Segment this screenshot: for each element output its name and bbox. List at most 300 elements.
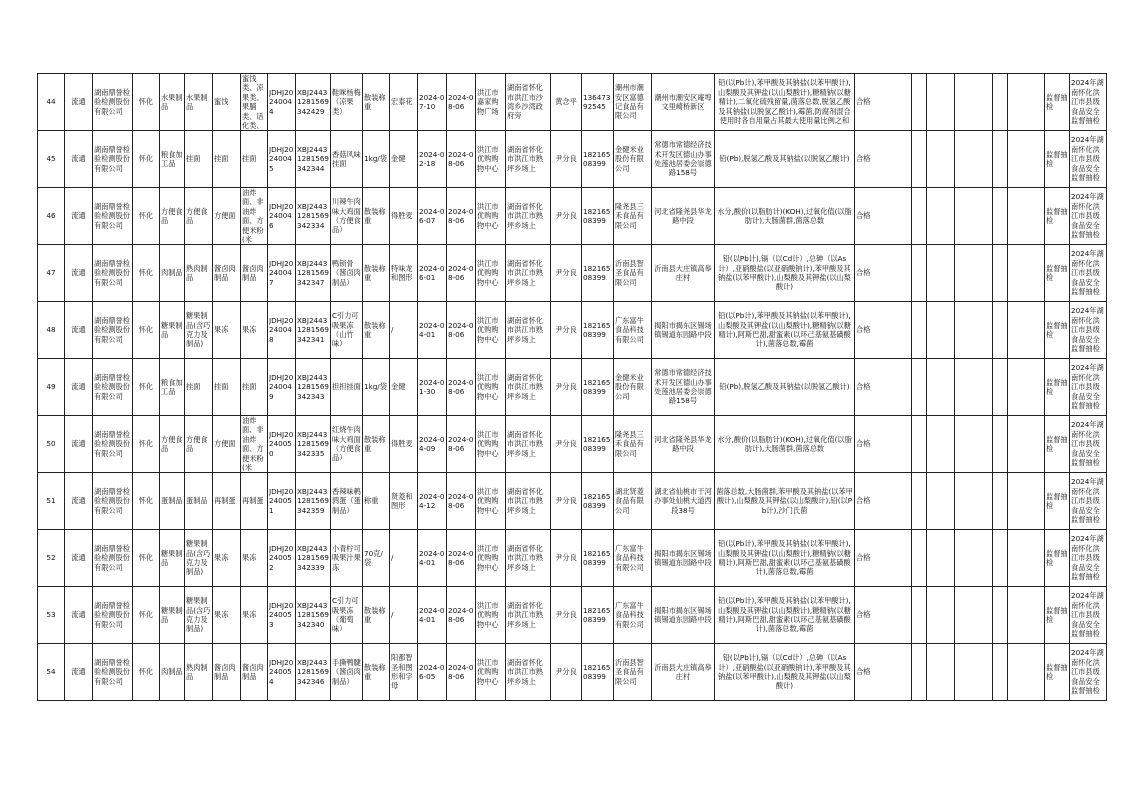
empty-cell <box>927 473 955 530</box>
task-number: JDHJ20240049 <box>268 359 296 416</box>
product-name: C引力可吸果冻（葡萄味） <box>331 587 363 644</box>
empty-cell <box>912 74 927 131</box>
category-level-4: 果冻 <box>241 302 268 359</box>
category-level-4: 油炸面、非油炸面、方便米粉(米 <box>241 416 268 473</box>
result-cell: 合格 <box>855 644 912 701</box>
manufacturer-address: 湖北省仙桃市干河办事处仙桃大道西段38号 <box>652 473 715 530</box>
category-level-1: 粮食加工品 <box>160 131 185 188</box>
area-cell: 怀化 <box>133 188 160 245</box>
manufacturer-name: 金健米业股份有限公司 <box>614 359 652 416</box>
empty-cell <box>993 530 1008 587</box>
link-cell: 流通 <box>65 188 93 245</box>
inspection-org: 湖南鼎誉检验检测股份有限公司 <box>93 245 133 302</box>
empty-cell <box>955 473 993 530</box>
category-level-3: 挂面 <box>213 131 241 188</box>
category-level-2: 挂面 <box>185 359 213 416</box>
row-number: 46 <box>38 188 65 245</box>
category-level-1: 粮食加工品 <box>160 359 185 416</box>
task-source: 2024年湖南怀化洪江市县级食品安全监督抽检 <box>1070 359 1107 416</box>
area-cell: 怀化 <box>133 416 160 473</box>
contact-phone: 18216508399 <box>582 644 614 701</box>
sample-number: XBJ24431281569342359 <box>296 473 331 530</box>
empty-cell <box>1008 587 1045 644</box>
sampling-date: 2024-08-06 <box>447 587 476 644</box>
category-level-4: 再制蛋 <box>241 473 268 530</box>
sample-number: XBJ24431281569342344 <box>296 131 331 188</box>
task-source: 2024年湖南怀化洪江市县级食品安全监督抽检 <box>1070 131 1107 188</box>
sample-number: XBJ24431281569342346 <box>296 644 331 701</box>
inspection-type: 监督抽检 <box>1045 74 1070 131</box>
table-row <box>38 302 1107 359</box>
result-cell: 合格 <box>855 587 912 644</box>
empty-cell <box>912 188 927 245</box>
brand-cell: 特味龙和图形 <box>390 245 418 302</box>
empty-cell <box>927 131 955 188</box>
row-number: 52 <box>38 530 65 587</box>
category-level-4: 果冻 <box>241 530 268 587</box>
result-cell: 合格 <box>855 302 912 359</box>
seller-name: 洪江市优购购物中心 <box>476 530 506 587</box>
product-spec: 散装称重 <box>363 644 390 701</box>
empty-cell <box>1008 359 1045 416</box>
sampling-date: 2024-08-06 <box>447 188 476 245</box>
category-level-3: 酱卤肉制品 <box>213 245 241 302</box>
empty-cell <box>955 245 993 302</box>
sample-number: XBJ24431281569342340 <box>296 587 331 644</box>
link-cell: 流通 <box>65 245 93 302</box>
link-cell: 流通 <box>65 473 93 530</box>
task-source: 2024年湖南怀化洪江市县级食品安全监督抽检 <box>1070 530 1107 587</box>
category-level-1: 肉制品 <box>160 644 185 701</box>
empty-cell <box>912 530 927 587</box>
contact-phone: 18216508399 <box>582 131 614 188</box>
empty-cell <box>993 473 1008 530</box>
manufacturer-name: 广东富牛食品科技有限公司 <box>614 530 652 587</box>
inspection-type: 监督抽检 <box>1045 416 1070 473</box>
row-number: 54 <box>38 644 65 701</box>
category-level-1: 蛋制品 <box>160 473 185 530</box>
inspection-type: 监督抽检 <box>1045 644 1070 701</box>
production-date: 2024-04-01 <box>418 302 447 359</box>
seller-name: 洪江市优购购物中心 <box>476 188 506 245</box>
manufacturer-name: 沂南县智圣食品有限公司 <box>614 644 652 701</box>
task-source: 2024年湖南怀化洪江市县级食品安全监督抽检 <box>1070 188 1107 245</box>
seller-name: 洪江市优购购物中心 <box>476 644 506 701</box>
seller-address: 湖南省怀化市洪江市熟坪乡场上 <box>506 188 551 245</box>
inspection-org: 湖南鼎誉检验检测股份有限公司 <box>93 359 133 416</box>
category-level-1: 方便食品 <box>160 188 185 245</box>
empty-cell <box>993 74 1008 131</box>
inspection-type: 监督抽检 <box>1045 359 1070 416</box>
empty-cell <box>912 359 927 416</box>
sampling-date: 2024-08-06 <box>447 245 476 302</box>
sample-number: XBJ24431281569342343 <box>296 359 331 416</box>
test-items: 水分,酸价(以脂肪计)(KOH),过氧化值(以脂肪计),大肠菌群,菌落总数 <box>715 416 855 473</box>
manufacturer-address: 潮州市潮安区庵埠文里崎桥新区 <box>652 74 715 131</box>
category-level-4: 挂面 <box>241 131 268 188</box>
empty-cell <box>927 74 955 131</box>
empty-cell <box>955 359 993 416</box>
link-cell: 流通 <box>65 131 93 188</box>
empty-cell <box>1008 188 1045 245</box>
manufacturer-name: 广东富牛食品科技有限公司 <box>614 302 652 359</box>
category-level-2: 糖果制品(含巧克力及制品) <box>185 530 213 587</box>
brand-cell: 得胜麦 <box>390 188 418 245</box>
task-source: 2024年湖南怀化洪江市县级食品安全监督抽检 <box>1070 416 1107 473</box>
inspection-org: 湖南鼎誉检验检测股份有限公司 <box>93 74 133 131</box>
category-level-1: 糖果制品 <box>160 530 185 587</box>
contact-person: 尹分良 <box>551 188 582 245</box>
product-spec: 散装称重 <box>363 74 390 131</box>
test-items: 铅(以Pb计),苯甲酸及其钠盐(以苯甲酸计),山梨酸及其钾盐(以山梨酸计),糖精钠(以糖精计),二氧化硫残留量,菌落总数,脱氢乙酸及其钠盐(以脱氢乙酸计),霉菌,防腐剂混合使用时各自用量占其最大使用量比例之和 <box>715 74 855 131</box>
seller-address: 湖南省怀化市洪江市熟坪乡场上 <box>506 587 551 644</box>
manufacturer-address: 沂南县大庄镇高皋庄村 <box>652 245 715 302</box>
product-spec: 1kg/袋 <box>363 359 390 416</box>
seller-address: 湖南省怀化市洪江市熟坪乡场上 <box>506 302 551 359</box>
table-row <box>38 644 1107 701</box>
sampling-date: 2024-08-06 <box>447 74 476 131</box>
contact-person: 尹分良 <box>551 245 582 302</box>
contact-phone: 13647392545 <box>582 74 614 131</box>
category-level-4: 果冻 <box>241 587 268 644</box>
category-level-2: 水果制品 <box>185 74 213 131</box>
task-number: JDHJ20240050 <box>268 416 296 473</box>
product-name: 担担挂面 <box>331 359 363 416</box>
empty-cell <box>1008 74 1045 131</box>
contact-person: 尹分良 <box>551 473 582 530</box>
row-number: 53 <box>38 587 65 644</box>
test-items: 菌落总数,大肠菌群,苯甲酸及其钠盐(以苯甲酸计),山梨酸及其钾盐(以山梨酸计),铅(以Pb计),沙门氏菌 <box>715 473 855 530</box>
seller-name: 洪江市优购购物中心 <box>476 245 506 302</box>
table-row <box>38 245 1107 302</box>
manufacturer-address: 河北省隆尧县华龙路中段 <box>652 188 715 245</box>
seller-name: 洪江市优购购物中心 <box>476 359 506 416</box>
empty-cell <box>1008 416 1045 473</box>
inspection-org: 湖南鼎誉检验检测股份有限公司 <box>93 644 133 701</box>
manufacturer-address: 沂南县大庄镇高皋庄村 <box>652 644 715 701</box>
production-date: 2024-04-01 <box>418 530 447 587</box>
test-items: 铅(以Pb计),镉（以Cd计）,总砷（以As计）,亚硝酸盐(以亚硝酸钠计),苯甲酸及其钠盐(以苯甲酸计),山梨酸及其钾盐(以山梨酸计) <box>715 644 855 701</box>
sample-number: XBJ24431281569342335 <box>296 416 331 473</box>
product-spec: 散装称重 <box>363 245 390 302</box>
result-cell: 合格 <box>855 473 912 530</box>
area-cell: 怀化 <box>133 644 160 701</box>
inspection-org: 湖南鼎誉检验检测股份有限公司 <box>93 587 133 644</box>
task-number: JDHJ20240051 <box>268 473 296 530</box>
inspection-type: 监督抽检 <box>1045 131 1070 188</box>
category-level-2: 方便食品 <box>185 416 213 473</box>
category-level-2: 蛋制品 <box>185 473 213 530</box>
empty-cell <box>993 302 1008 359</box>
empty-cell <box>927 530 955 587</box>
brand-cell: 金健 <box>390 359 418 416</box>
row-number: 48 <box>38 302 65 359</box>
empty-cell <box>993 188 1008 245</box>
seller-address: 湖南省怀化市洪江市熟坪乡场上 <box>506 359 551 416</box>
inspection-org: 湖南鼎誉检验检测股份有限公司 <box>93 416 133 473</box>
production-date: 2024-06-07 <box>418 188 447 245</box>
product-spec: 称重 <box>363 473 390 530</box>
empty-cell <box>955 131 993 188</box>
category-level-2: 糖果制品(含巧克力及制品) <box>185 302 213 359</box>
result-cell: 合格 <box>855 74 912 131</box>
sample-number: XBJ24431281569342429 <box>296 74 331 131</box>
category-level-3: 方便面 <box>213 188 241 245</box>
product-spec: 70克/袋 <box>363 530 390 587</box>
category-level-3: 蜜饯 <box>213 74 241 131</box>
task-source: 2024年湖南怀化洪江市县级食品安全监督抽检 <box>1070 302 1107 359</box>
sampling-date: 2024-08-06 <box>447 473 476 530</box>
product-name: 香辣味鹌鹑蛋（蛋制品） <box>331 473 363 530</box>
contact-phone: 18216508399 <box>582 188 614 245</box>
contact-phone: 18216508399 <box>582 530 614 587</box>
category-level-4: 酱卤肉制品 <box>241 644 268 701</box>
product-name: 鞋咪杨梅（凉果类） <box>331 74 363 131</box>
seller-name: 洪江市优购购物中心 <box>476 416 506 473</box>
seller-name: 洪江市优购购物中心 <box>476 302 506 359</box>
sample-number: XBJ24431281569342347 <box>296 245 331 302</box>
contact-person: 尹分良 <box>551 587 582 644</box>
area-cell: 怀化 <box>133 359 160 416</box>
task-number: JDHJ20240052 <box>268 530 296 587</box>
result-cell: 合格 <box>855 131 912 188</box>
link-cell: 流通 <box>65 587 93 644</box>
sampling-date: 2024-08-06 <box>447 302 476 359</box>
brand-cell: / <box>390 302 418 359</box>
production-date: 2024-06-05 <box>418 644 447 701</box>
seller-name: 洪江市优购购物中心 <box>476 587 506 644</box>
task-number: JDHJ20240054 <box>268 644 296 701</box>
empty-cell <box>912 245 927 302</box>
category-level-4: 油炸面、非油炸面、方便米粉(米 <box>241 188 268 245</box>
product-spec: 散装称重 <box>363 416 390 473</box>
empty-cell <box>993 416 1008 473</box>
task-source: 2024年湖南怀化洪江市县级食品安全监督抽检 <box>1070 644 1107 701</box>
production-date: 2024-07-10 <box>418 74 447 131</box>
empty-cell <box>955 530 993 587</box>
task-number: JDHJ20240047 <box>268 245 296 302</box>
inspection-org: 湖南鼎誉检验检测股份有限公司 <box>93 473 133 530</box>
link-cell: 流通 <box>65 644 93 701</box>
contact-phone: 18216508399 <box>582 302 614 359</box>
seller-address: 湖南省怀化市洪江市熟坪乡场上 <box>506 245 551 302</box>
manufacturer-address: 揭阳市揭东区锡场镇锡道东园路中段 <box>652 302 715 359</box>
seller-address: 湖南省怀化市洪江市沙湾乡沙湾政府旁 <box>506 74 551 131</box>
test-items: 铅(以Pb计),苯甲酸及其钠盐(以苯甲酸计),山梨酸及其钾盐(以山梨酸计),糖精钠(以糖精计),阿斯巴甜,甜蜜素(以环己基氨基磺酸计),菌落总数,霉菌 <box>715 587 855 644</box>
area-cell: 怀化 <box>133 302 160 359</box>
inspection-type: 监督抽检 <box>1045 245 1070 302</box>
manufacturer-name: 隆尧县三禾食品有限公司 <box>614 416 652 473</box>
production-date: 2024-04-01 <box>418 587 447 644</box>
manufacturer-address: 河北省隆尧县华龙路中段 <box>652 416 715 473</box>
row-number: 51 <box>38 473 65 530</box>
manufacturer-address: 常德市常德经济技术开发区德山办事处莲池居委会崇德路158号 <box>652 359 715 416</box>
empty-cell <box>955 644 993 701</box>
row-number: 49 <box>38 359 65 416</box>
contact-phone: 18216508399 <box>582 473 614 530</box>
category-level-3: 再制蛋 <box>213 473 241 530</box>
sampling-date: 2024-08-06 <box>447 416 476 473</box>
link-cell: 流通 <box>65 302 93 359</box>
sampling-date: 2024-08-06 <box>447 131 476 188</box>
empty-cell <box>912 131 927 188</box>
contact-person: 黄念平 <box>551 74 582 131</box>
empty-cell <box>993 245 1008 302</box>
product-name: 手撕鸭腱（酱卤肉制品） <box>331 644 363 701</box>
empty-cell <box>912 302 927 359</box>
sampling-date: 2024-08-06 <box>447 530 476 587</box>
empty-cell <box>1008 473 1045 530</box>
result-cell: 合格 <box>855 530 912 587</box>
empty-cell <box>927 188 955 245</box>
inspection-type: 监督抽检 <box>1045 473 1070 530</box>
table-row <box>38 74 1107 131</box>
table-row <box>38 530 1107 587</box>
product-name: 川辣牛肉味大鸡面（方便食品） <box>331 188 363 245</box>
product-spec: 散装称重 <box>363 587 390 644</box>
empty-cell <box>912 587 927 644</box>
inspection-table <box>37 73 1107 701</box>
category-level-4: 酱卤肉制品 <box>241 245 268 302</box>
sample-number: XBJ24431281569342339 <box>296 530 331 587</box>
empty-cell <box>955 416 993 473</box>
manufacturer-name: 沂南县智圣食品有限公司 <box>614 245 652 302</box>
link-cell: 流通 <box>65 530 93 587</box>
task-number: JDHJ20240048 <box>268 302 296 359</box>
area-cell: 怀化 <box>133 74 160 131</box>
inspection-type: 监督抽检 <box>1045 530 1070 587</box>
category-level-1: 糖果制品 <box>160 302 185 359</box>
production-date: 2024-06-01 <box>418 245 447 302</box>
sampling-date: 2024-08-06 <box>447 359 476 416</box>
manufacturer-name: 潮州市潮安区富德记食品有限公司 <box>614 74 652 131</box>
empty-cell <box>912 473 927 530</box>
task-source: 2024年湖南怀化洪江市县级食品安全监督抽检 <box>1070 245 1107 302</box>
empty-cell <box>955 302 993 359</box>
product-spec: 散装称重 <box>363 302 390 359</box>
empty-cell <box>955 587 993 644</box>
empty-cell <box>912 644 927 701</box>
product-name: 鸭锁骨（酱卤肉制品） <box>331 245 363 302</box>
production-date: 2024-04-12 <box>418 473 447 530</box>
empty-cell <box>912 416 927 473</box>
test-items: 铅(以Pb计),镉（以Cd计）,总砷（以As计）,亚硝酸盐(以亚硝酸钠计),苯甲酸及其钠盐(以苯甲酸计),山梨酸及其钾盐(以山梨酸计) <box>715 245 855 302</box>
contact-phone: 18216508399 <box>582 245 614 302</box>
category-level-2: 熟肉制品 <box>185 644 213 701</box>
production-date: 2024-02-18 <box>418 131 447 188</box>
row-number: 44 <box>38 74 65 131</box>
test-items: 水分,酸价(以脂肪计)(KOH),过氧化值(以脂肪计),大肠菌群,菌落总数 <box>715 188 855 245</box>
brand-cell: / <box>390 587 418 644</box>
seller-address: 湖南省怀化市洪江市熟坪乡场上 <box>506 416 551 473</box>
seller-name: 洪江市优购购物中心 <box>476 473 506 530</box>
manufacturer-address: 揭阳市揭东区锡场镇锡道东园路中段 <box>652 587 715 644</box>
product-spec: 散装称重 <box>363 188 390 245</box>
seller-address: 湖南省怀化市洪江市熟坪乡场上 <box>506 530 551 587</box>
category-level-3: 果冻 <box>213 587 241 644</box>
empty-cell <box>927 245 955 302</box>
manufacturer-name: 广东富牛食品科技有限公司 <box>614 587 652 644</box>
link-cell: 流通 <box>65 74 93 131</box>
empty-cell <box>955 74 993 131</box>
empty-cell <box>993 359 1008 416</box>
test-items: 铅(以Pb计),苯甲酸及其钠盐(以苯甲酸计),山梨酸及其钾盐(以山梨酸计),糖精钠(以糖精计),阿斯巴甜,甜蜜素(以环己基氨基磺酸计),菌落总数,霉菌 <box>715 530 855 587</box>
task-number: JDHJ20240044 <box>268 74 296 131</box>
empty-cell <box>993 644 1008 701</box>
seller-address: 湖南省怀化市洪江市熟坪乡场上 <box>506 473 551 530</box>
inspection-org: 湖南鼎誉检验检测股份有限公司 <box>93 302 133 359</box>
category-level-1: 方便食品 <box>160 416 185 473</box>
contact-phone: 18216508399 <box>582 416 614 473</box>
test-items: 铅(Pb),脱氢乙酸及其钠盐(以脱氢乙酸计) <box>715 359 855 416</box>
category-level-3: 果冻 <box>213 302 241 359</box>
test-items: 铅(以Pb计),苯甲酸及其钠盐(以苯甲酸计),山梨酸及其钾盐(以山梨酸计),糖精钠(以糖精计),阿斯巴甜,甜蜜素(以环己基氨基磺酸计),菌落总数,霉菌 <box>715 302 855 359</box>
product-name: 小青柠可吸果汁果冻 <box>331 530 363 587</box>
category-level-2: 熟肉制品 <box>185 245 213 302</box>
product-name: 香菇风味挂面 <box>331 131 363 188</box>
result-cell: 合格 <box>855 188 912 245</box>
category-level-4: 蜜饯类、凉果类、果脯类、话化类、 <box>241 74 268 131</box>
table-row <box>38 473 1107 530</box>
category-level-3: 方便面 <box>213 416 241 473</box>
manufacturer-address: 揭阳市揭东区锡场镇锡道东园路中段 <box>652 530 715 587</box>
task-source: 2024年湖南怀化洪江市县级食品安全监督抽检 <box>1070 74 1107 131</box>
empty-cell <box>927 302 955 359</box>
row-number: 47 <box>38 245 65 302</box>
table-row <box>38 416 1107 473</box>
inspection-type: 监督抽检 <box>1045 188 1070 245</box>
contact-phone: 18216508399 <box>582 587 614 644</box>
sampling-date: 2024-08-06 <box>447 644 476 701</box>
row-number: 50 <box>38 416 65 473</box>
empty-cell <box>1008 644 1045 701</box>
result-cell: 合格 <box>855 416 912 473</box>
task-number: JDHJ20240046 <box>268 188 296 245</box>
category-level-3: 果冻 <box>213 530 241 587</box>
sample-number: XBJ24431281569342341 <box>296 302 331 359</box>
brand-cell: 金健 <box>390 131 418 188</box>
contact-person: 尹分良 <box>551 530 582 587</box>
inspection-org: 湖南鼎誉检验检测股份有限公司 <box>93 131 133 188</box>
empty-cell <box>1008 131 1045 188</box>
task-number: JDHJ20240045 <box>268 131 296 188</box>
table-row <box>38 188 1107 245</box>
link-cell: 流通 <box>65 359 93 416</box>
task-source: 2024年湖南怀化洪江市县级食品安全监督抽检 <box>1070 587 1107 644</box>
empty-cell <box>993 131 1008 188</box>
table-row <box>38 587 1107 644</box>
table-body <box>38 74 1107 701</box>
manufacturer-name: 隆尧县三禾食品有限公司 <box>614 188 652 245</box>
empty-cell <box>993 587 1008 644</box>
seller-name: 洪江市优购购物中心 <box>476 131 506 188</box>
category-level-2: 挂面 <box>185 131 213 188</box>
inspection-org: 湖南鼎誉检验检测股份有限公司 <box>93 530 133 587</box>
brand-cell: / <box>390 530 418 587</box>
manufacturer-address: 常德市常德经济技术开发区德山办事处莲池居委会崇德路158号 <box>652 131 715 188</box>
brand-cell: 贤菱和图形 <box>390 473 418 530</box>
empty-cell <box>927 587 955 644</box>
contact-person: 尹分良 <box>551 359 582 416</box>
table-row <box>38 131 1107 188</box>
area-cell: 怀化 <box>133 473 160 530</box>
result-cell: 合格 <box>855 359 912 416</box>
product-name: 红烧牛肉味大鸡面（方便食品） <box>331 416 363 473</box>
empty-cell <box>1008 530 1045 587</box>
area-cell: 怀化 <box>133 587 160 644</box>
category-level-1: 肉制品 <box>160 245 185 302</box>
link-cell: 流通 <box>65 416 93 473</box>
